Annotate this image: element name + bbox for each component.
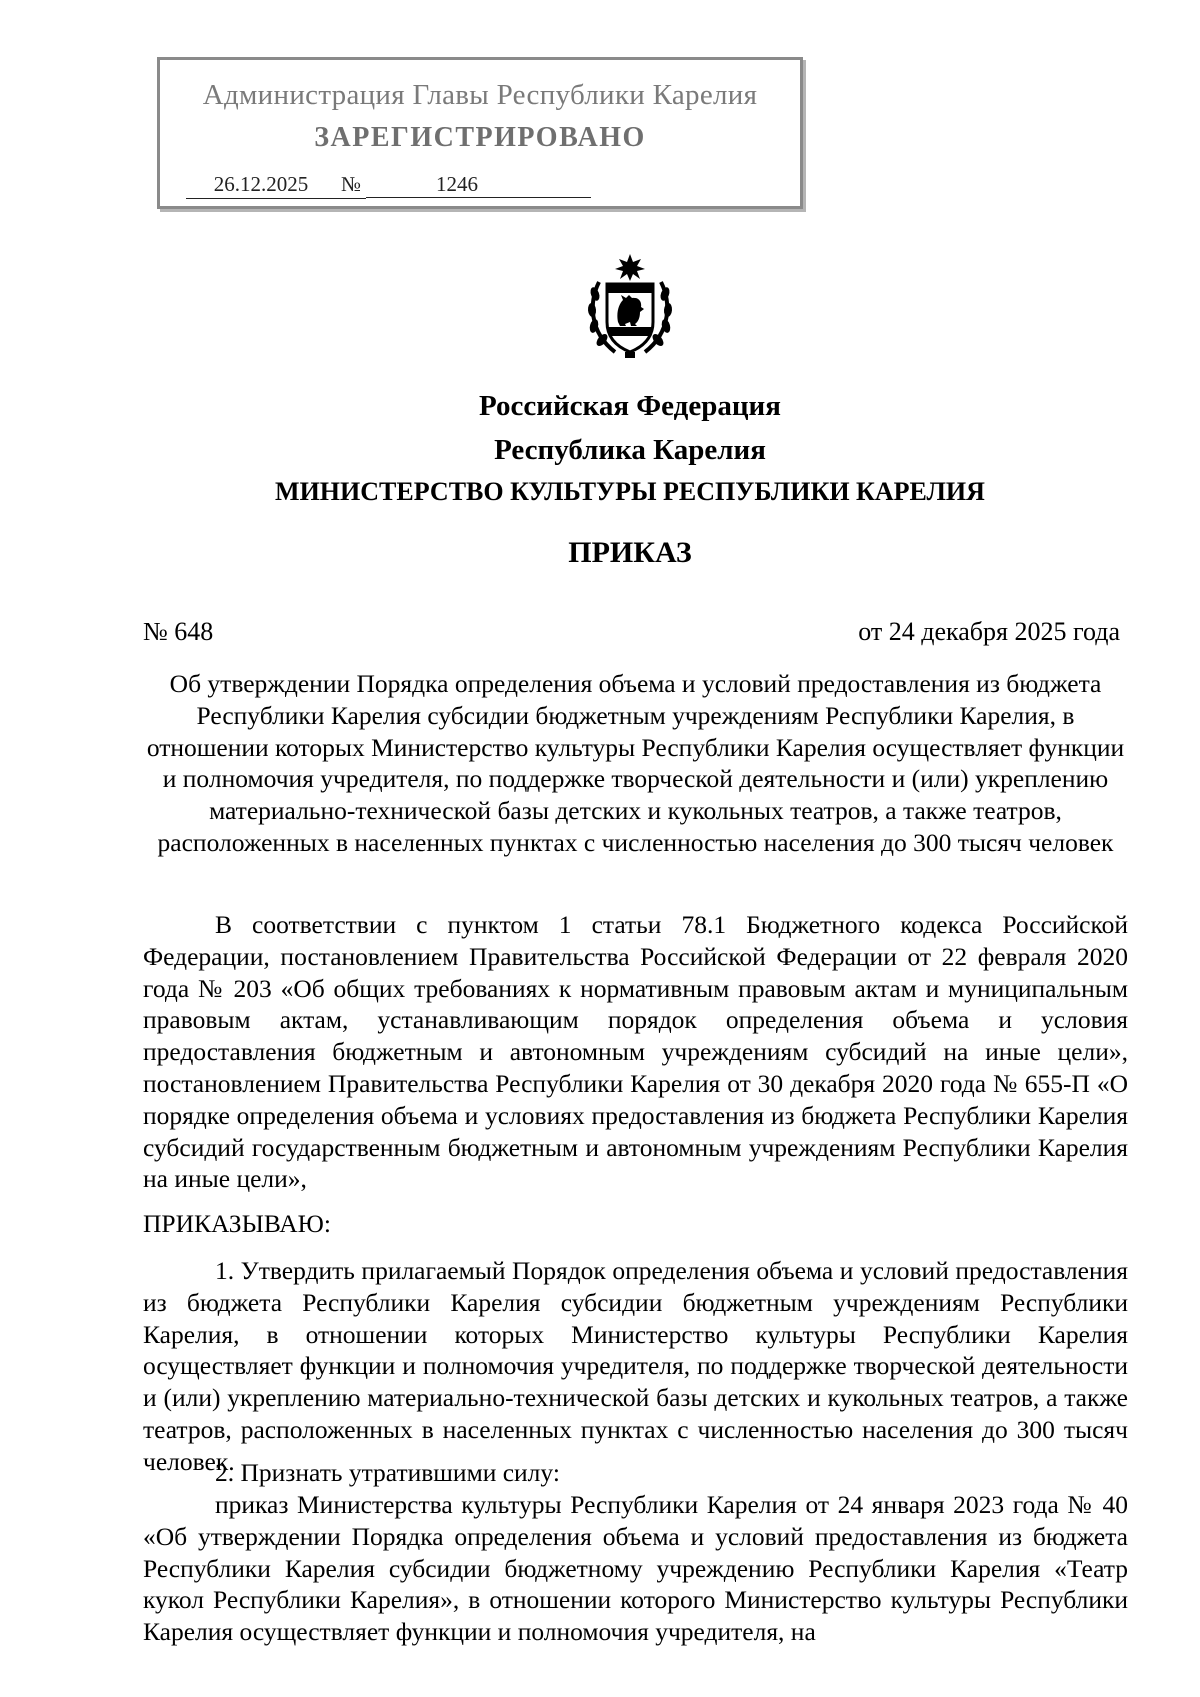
header-region: Республика Карелия (494, 434, 766, 466)
karelia-coat-of-arms-icon (585, 252, 675, 362)
registration-stamp (157, 57, 803, 209)
stamp-status: ЗАРЕГИСТРИРОВАНО (314, 122, 646, 153)
header-ministry: МИНИСТЕРСТВО КУЛЬТУРЫ РЕСПУБЛИКИ КАРЕЛИЯ (275, 477, 985, 506)
stamp-date: 26.12.2025 (186, 172, 336, 199)
preamble-paragraph: В соответствии с пунктом 1 статьи 78.1 Бюджетного кодекса Российской Федерации, постановлением Правительства Российской Федерации от 22 февраля 2020 года № 203 «Об общих требованиях к нормативным правовым актам и муниципальным правовым актам, устанавливающим порядок определения объема и условия предоставления бюджетным и автономным учреждениям субсидий на иные цели», постановлением Правительства Республики Карелия от 30 декабря 2020 года № 655-П «О порядке определения объема и условиях предоставления из бюджета Республики Карелия субсидий государственным бюджетным и автономным учреждениям Республики Карелия на иные цели», (143, 910, 1128, 1194)
order-date: от 24 декабря 2025 года (858, 617, 1120, 646)
order-word: ПРИКАЗЫВАЮ: (143, 1209, 331, 1238)
stamp-number-sign: № (336, 172, 366, 199)
stamp-organization: Администрация Главы Республики Карелия (202, 79, 758, 111)
order-number: № 648 (143, 617, 214, 646)
document-title: Об утверждении Порядка определения объема и условий предоставления из бюджета Республики Карелия субсидии бюджетным учреждениям Республики Карелия, в отношении которых Министерство культуры Республики Карелия осуществляет функции и полномочия учредителя, по поддержке творческой деятельности и (или) укреплению материально-технической базы детских и кукольных театров, а также театров, расположенных в населенных пунктах с численностью населения до 300 тысяч человек (146, 669, 1125, 857)
stamp-number: 1246 (366, 172, 591, 198)
header-country: Российская Федерация (479, 390, 781, 422)
item-2-paragraph: 2. Признать утратившими силу: (215, 1458, 560, 1487)
item-1-paragraph: 1. Утвердить прилагаемый Порядок определения объема и условий предоставления из бюджета Республики Карелия субсидии бюджетным учреждениям Республики Карелия, в отношении которых Министерство культуры Республики Карелия осуществляет функции и полномочия учредителя, по поддержке творческой деятельности и (или) укреплению материально-технической базы детских и кукольных театров, а также театров, расположенных в населенных пунктах с численностью населения до 300 тысяч человек. (143, 1256, 1128, 1476)
item-2-subparagraph: приказ Министерства культуры Республики Карелия от 24 января 2023 года № 40 «Об утверждении Порядка определения объема и условий предоставления из бюджета Республики Карелия субсидии бюджетному учреждению Республики Карелия «Театр кукол Республики Карелия», в отношении которого Министерство культуры Республики Карелия осуществляет функции и полномочия учредителя, на (143, 1490, 1128, 1647)
header-doc-type: ПРИКАЗ (568, 536, 692, 569)
